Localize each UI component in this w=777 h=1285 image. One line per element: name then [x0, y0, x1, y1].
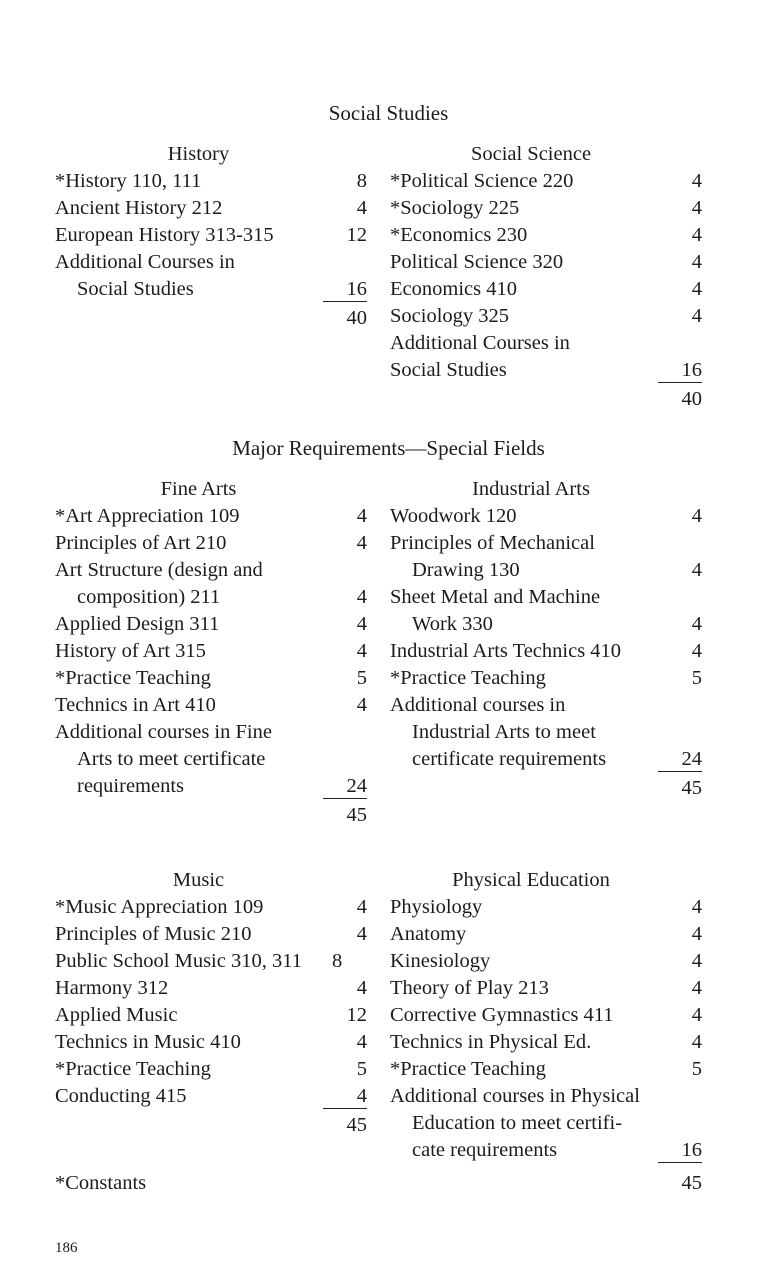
course-units: 16	[658, 1137, 702, 1163]
course-name: Additional courses in Physical	[390, 1085, 640, 1107]
total-value: 40	[681, 388, 702, 410]
course-name: *Sociology 225	[390, 197, 520, 219]
course-name: composition) 211	[77, 586, 221, 608]
course-units: 4	[691, 197, 702, 219]
history-section	[55, 141, 367, 330]
course-name: *Economics 230	[390, 224, 528, 246]
course-units: 4	[691, 640, 702, 662]
total-value: 45	[681, 777, 702, 799]
page-number: 186	[55, 1240, 78, 1256]
table-row	[55, 584, 367, 611]
table-row	[55, 276, 367, 303]
course-units: 4	[691, 950, 702, 972]
table-row	[55, 948, 367, 975]
course-units: 4	[356, 923, 367, 945]
course-units: 4	[356, 1031, 367, 1053]
table-row	[55, 195, 367, 222]
section-total	[55, 1110, 367, 1137]
course-name: Additional courses in Fine	[55, 721, 272, 743]
section-total	[390, 384, 702, 411]
table-row	[390, 611, 702, 638]
course-name: History of Art 315	[55, 640, 206, 662]
table-row	[390, 1083, 702, 1110]
course-name: Political Science 320	[390, 251, 564, 273]
table-row	[390, 249, 702, 276]
course-units: 24	[323, 773, 367, 799]
section-total	[55, 800, 367, 827]
course-units: 4	[356, 197, 367, 219]
course-name: certificate requirements	[412, 748, 607, 770]
course-units: 16	[658, 357, 702, 383]
table-row	[390, 330, 702, 357]
course-name: Public School Music 310, 311	[55, 950, 302, 972]
course-name: Conducting 415	[55, 1085, 187, 1107]
course-name: Industrial Arts to meet	[412, 721, 596, 743]
table-row	[55, 168, 367, 195]
course-name: Theory of Play 213	[390, 977, 549, 999]
footnote-constants: *Constants	[55, 1172, 147, 1194]
course-units: 4	[691, 613, 702, 635]
table-row	[390, 584, 702, 611]
table-row	[55, 665, 367, 692]
table-row	[390, 975, 702, 1002]
course-units: 8	[332, 950, 343, 972]
total-value: 40	[346, 307, 367, 329]
course-units: 4	[691, 224, 702, 246]
table-row	[390, 894, 702, 921]
heading-social-studies: Social Studies	[328, 101, 449, 125]
course-name: European History 313-315	[55, 224, 274, 246]
course-units: 4	[356, 613, 367, 635]
course-name: Drawing 130	[412, 559, 520, 581]
table-row	[390, 692, 702, 719]
table-row	[55, 1056, 367, 1083]
table-row	[55, 530, 367, 557]
course-name: Harmony 312	[55, 977, 169, 999]
course-name: Corrective Gymnastics 411	[390, 1004, 614, 1026]
course-units: 4	[691, 559, 702, 581]
fine-arts-title: Fine Arts	[160, 478, 237, 500]
course-units: 5	[356, 1058, 367, 1080]
table-row	[390, 303, 702, 330]
table-row	[390, 921, 702, 948]
table-row	[390, 195, 702, 222]
course-name: *Art Appreciation 109	[55, 505, 240, 527]
course-units: 4	[356, 694, 367, 716]
course-units: 4	[691, 251, 702, 273]
table-row	[55, 894, 367, 921]
table-row	[55, 611, 367, 638]
course-units: 4	[356, 977, 367, 999]
course-units: 4	[691, 505, 702, 527]
table-row	[390, 948, 702, 975]
course-units: 4	[356, 532, 367, 554]
physical-education-section	[390, 867, 702, 1164]
course-name: Social Studies	[77, 278, 194, 300]
table-row	[390, 638, 702, 665]
course-units: 4	[691, 923, 702, 945]
course-name: Education to meet certifi-	[412, 1112, 623, 1134]
table-row	[55, 503, 367, 530]
heading-major-requirements: Major Requirements—Special Fields	[232, 436, 545, 460]
course-units: 8	[356, 170, 367, 192]
course-name: *Political Science 220	[390, 170, 574, 192]
table-row	[55, 773, 367, 800]
course-units: 12	[346, 224, 367, 246]
table-row	[390, 557, 702, 584]
table-row	[390, 1029, 702, 1056]
table-row	[55, 638, 367, 665]
course-name: *Practice Teaching	[55, 667, 211, 689]
course-name: Kinesiology	[390, 950, 491, 972]
section-total: 45	[681, 1172, 702, 1194]
table-row	[390, 357, 702, 384]
table-row	[390, 746, 702, 773]
table-row	[55, 921, 367, 948]
course-units: 4	[356, 896, 367, 918]
total-value: 45	[346, 804, 367, 826]
course-units: 5	[691, 1058, 702, 1080]
music-title: Music	[172, 869, 225, 891]
table-row	[390, 719, 702, 746]
course-units: 16	[323, 276, 367, 302]
table-row	[390, 276, 702, 303]
course-name: Additional courses in	[390, 694, 566, 716]
course-name: Industrial Arts Technics 410	[390, 640, 622, 662]
course-units: 4	[691, 278, 702, 300]
course-name: *Practice Teaching	[55, 1058, 211, 1080]
table-row	[55, 719, 367, 746]
course-name: Arts to meet certificate	[77, 748, 266, 770]
course-units: 5	[691, 667, 702, 689]
course-units: 24	[658, 746, 702, 772]
table-row	[55, 557, 367, 584]
course-name: Technics in Music 410	[55, 1031, 241, 1053]
course-name: Ancient History 212	[55, 197, 223, 219]
course-name: Principles of Mechanical	[390, 532, 595, 554]
social-science-title: Social Science	[470, 143, 592, 165]
table-row	[390, 1137, 702, 1164]
course-name: Work 330	[412, 613, 493, 635]
course-units: 4	[691, 305, 702, 327]
table-row	[390, 503, 702, 530]
course-name: Principles of Art 210	[55, 532, 227, 554]
industrial-arts-title: Industrial Arts	[472, 478, 590, 500]
course-name: Art Structure (design and	[55, 559, 263, 581]
social-science-section	[390, 141, 702, 411]
course-units: 4	[691, 977, 702, 999]
course-name: Principles of Music 210	[55, 923, 252, 945]
course-units: 4	[691, 170, 702, 192]
course-name: *Music Appreciation 109	[55, 896, 264, 918]
course-name: requirements	[77, 775, 185, 797]
course-name: *Practice Teaching	[390, 667, 546, 689]
course-name: *Practice Teaching	[390, 1058, 546, 1080]
table-row	[55, 249, 367, 276]
table-row	[55, 746, 367, 773]
course-units: 5	[356, 667, 367, 689]
course-units: 4	[691, 896, 702, 918]
table-row	[390, 1056, 702, 1083]
course-units: 4	[356, 505, 367, 527]
table-row	[390, 665, 702, 692]
course-name: Applied Music	[55, 1004, 178, 1026]
course-units: 12	[346, 1004, 367, 1026]
course-name: cate requirements	[412, 1139, 558, 1161]
industrial-arts-section	[390, 476, 702, 800]
course-name: Technics in Art 410	[55, 694, 216, 716]
physical-education-title: Physical Education	[452, 869, 610, 891]
table-row	[55, 975, 367, 1002]
course-name: Sociology 325	[390, 305, 510, 327]
table-row	[55, 1002, 367, 1029]
course-name: Sheet Metal and Machine	[390, 586, 601, 608]
fine-arts-section	[55, 476, 367, 827]
course-units: 4	[691, 1004, 702, 1026]
table-row	[55, 1083, 367, 1110]
course-units: 4	[356, 586, 367, 608]
course-name: Woodwork 120	[390, 505, 517, 527]
table-row	[390, 1110, 702, 1137]
history-title: History	[167, 143, 230, 165]
table-row	[390, 1002, 702, 1029]
table-row	[55, 1029, 367, 1056]
music-section	[55, 867, 367, 1137]
table-row	[390, 222, 702, 249]
course-name: Economics 410	[390, 278, 517, 300]
total-value: 45	[346, 1114, 367, 1136]
course-name: Additional Courses in	[390, 332, 570, 354]
course-units: 4	[356, 640, 367, 662]
course-name: Anatomy	[390, 923, 467, 945]
course-name: Additional Courses in	[55, 251, 235, 273]
section-total	[55, 303, 367, 330]
course-units: 4	[323, 1083, 367, 1109]
table-row	[55, 692, 367, 719]
section-total	[390, 773, 702, 800]
table-row	[390, 530, 702, 557]
course-name: Technics in Physical Ed.	[390, 1031, 592, 1053]
table-row	[55, 222, 367, 249]
table-row	[390, 168, 702, 195]
course-name: Physiology	[390, 896, 483, 918]
course-name: *History 110, 111	[55, 170, 202, 192]
course-name: Applied Design 311	[55, 613, 220, 635]
course-units: 4	[691, 1031, 702, 1053]
course-name: Social Studies	[390, 359, 507, 381]
